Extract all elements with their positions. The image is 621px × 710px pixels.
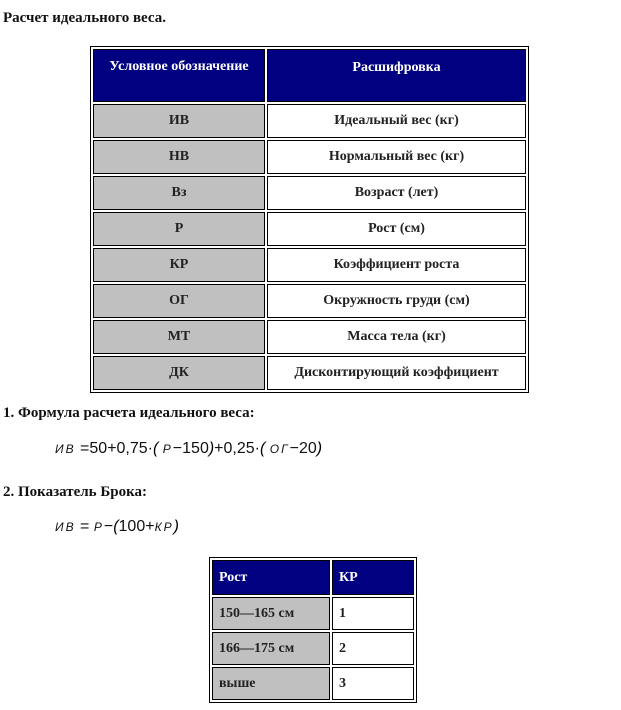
section-1-heading: 1. Формула расчета идеального веса: [3, 405, 255, 421]
formula-paren: ( [113, 518, 119, 535]
symbol-cell: Вз [93, 176, 265, 210]
height-range-cell: выше [212, 667, 330, 700]
formula-op: · [254, 440, 260, 457]
ideal-weight-formula [55, 440, 322, 458]
formula-var: КР [154, 520, 174, 534]
table-row [93, 284, 526, 318]
header-kr: КР [332, 560, 414, 595]
kr-value-cell: 3 [332, 667, 414, 700]
meaning-cell: Возраст (лет) [267, 176, 526, 210]
formula-op: + [145, 518, 155, 535]
formula-op: = [80, 440, 90, 457]
kr-value-cell: 1 [332, 597, 414, 630]
page-title: Расчет идеального веса. [3, 10, 166, 26]
meaning-cell: Масса тела (кг) [267, 320, 526, 354]
formula-paren: ( [153, 440, 159, 457]
table-row [93, 104, 526, 138]
table-row [93, 176, 526, 210]
formula-num: −150 [172, 440, 209, 457]
table-header-row [212, 560, 414, 595]
height-range-cell: 166—175 см [212, 632, 330, 665]
formula-num: 0,25 [223, 440, 255, 457]
symbol-cell: МТ [93, 320, 265, 354]
meaning-cell: Коэффициент роста [267, 248, 526, 282]
formula-op: + [214, 440, 224, 457]
formula-var: ИВ [55, 442, 76, 456]
symbol-cell: ИВ [93, 104, 265, 138]
meaning-cell: Дисконтирующий коэффициент [267, 356, 526, 390]
symbol-cell: Р [93, 212, 265, 246]
table-row [93, 356, 526, 390]
header-meaning: Расшифровка [267, 49, 526, 102]
formula-var: ИВ [55, 520, 76, 534]
formula-paren: ) [173, 518, 179, 535]
formula-var: Р [93, 520, 104, 534]
formula-op: + [107, 440, 117, 457]
symbol-cell: ДК [93, 356, 265, 390]
formula-num: 0,75 [116, 440, 148, 457]
formula-op: = [80, 518, 90, 535]
table-row [93, 320, 526, 354]
table-row [212, 632, 414, 665]
header-height: Рост [212, 560, 330, 595]
table-row [93, 140, 526, 174]
meaning-cell: Окружность груди (см) [267, 284, 526, 318]
formula-num: 100 [118, 518, 146, 535]
formula-op: − [103, 518, 114, 535]
formula-var: ОГ [269, 442, 290, 456]
table-row [212, 597, 414, 630]
formula-num: 50 [89, 440, 108, 457]
formula-paren: ) [208, 440, 215, 457]
broca-formula [55, 518, 179, 536]
formula-var: Р [162, 442, 173, 456]
broca-table [209, 557, 417, 703]
abbreviations-table [90, 46, 529, 393]
formula-op: · [147, 440, 153, 457]
section-2-heading: 2. Показатель Брока: [3, 484, 148, 500]
formula-paren: ) [316, 440, 323, 457]
symbol-cell: ОГ [93, 284, 265, 318]
meaning-cell: Рост (см) [267, 212, 526, 246]
kr-value-cell: 2 [332, 632, 414, 665]
header-symbol: Условное обозначение [93, 49, 265, 102]
symbol-cell: НВ [93, 140, 265, 174]
formula-paren: ( [259, 440, 266, 457]
meaning-cell: Идеальный вес (кг) [267, 104, 526, 138]
table-header-row [93, 49, 526, 102]
table-row [93, 212, 526, 246]
meaning-cell: Нормальный вес (кг) [267, 140, 526, 174]
formula-num: −20 [289, 440, 317, 457]
table-row [212, 667, 414, 700]
height-range-cell: 150—165 см [212, 597, 330, 630]
symbol-cell: КР [93, 248, 265, 282]
table-row [93, 248, 526, 282]
